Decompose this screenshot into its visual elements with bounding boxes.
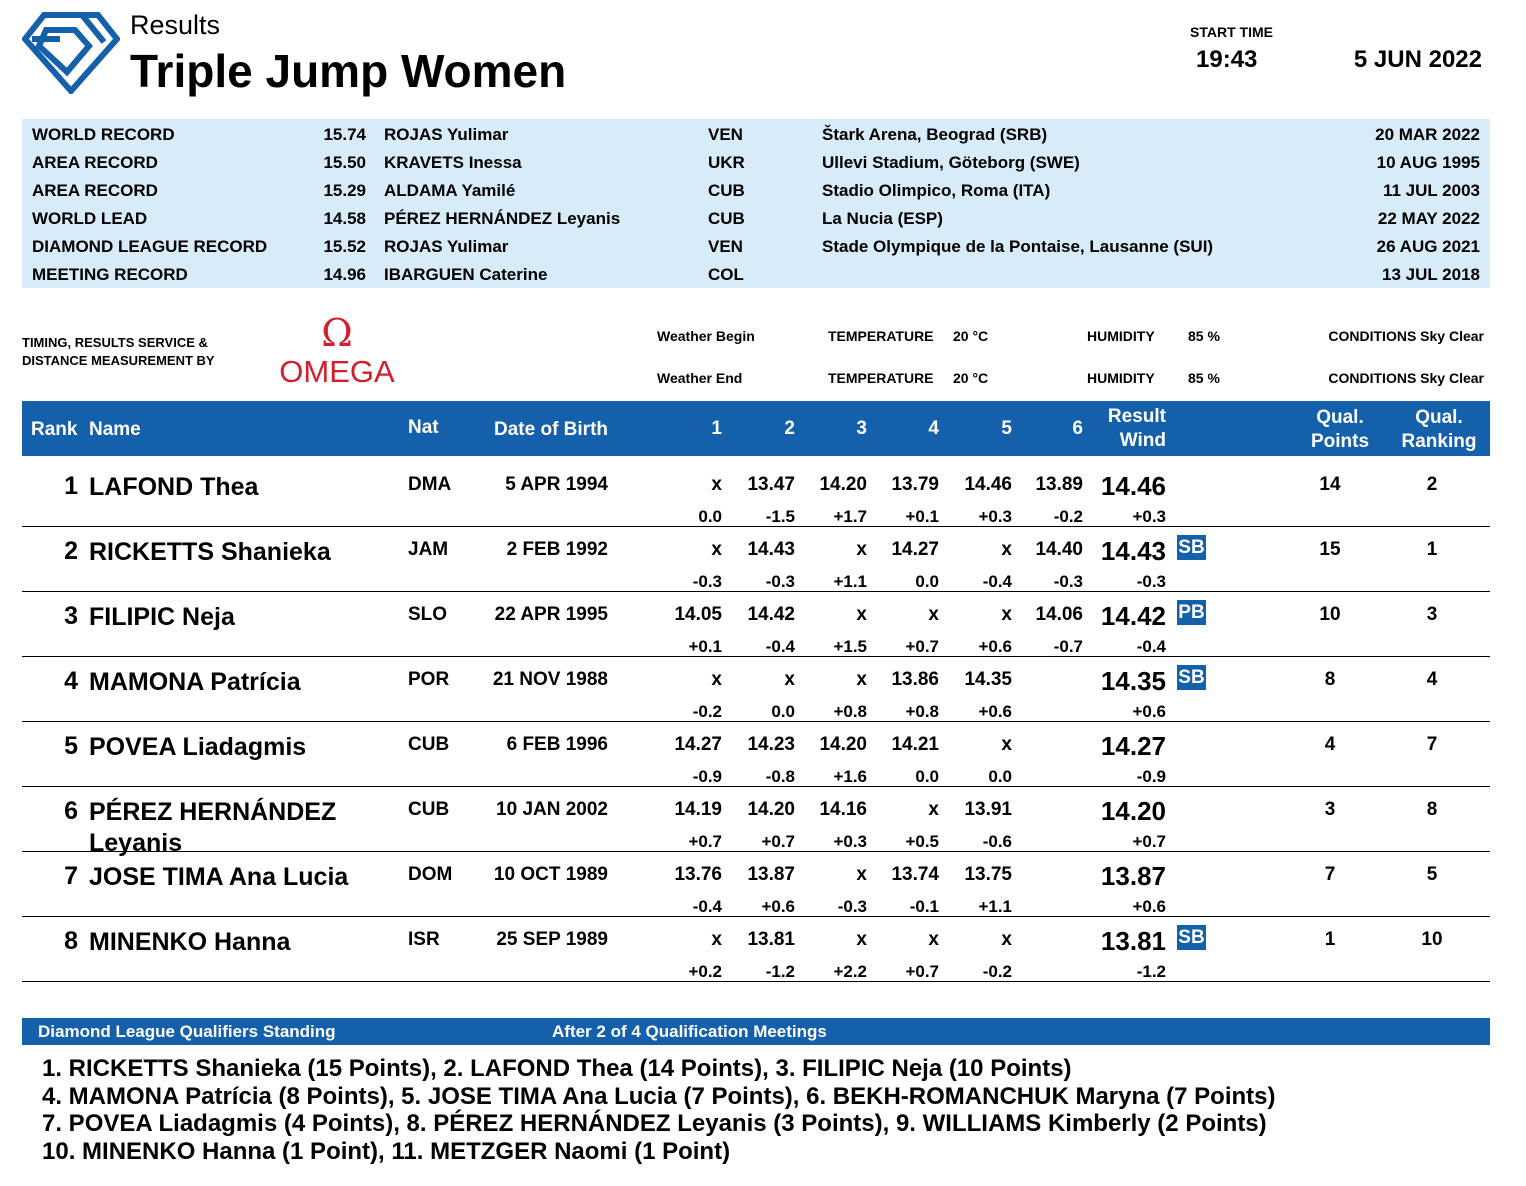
athlete-name-line: LAFOND Thea (89, 473, 259, 501)
attempt-2-wind: -0.8 (765, 767, 795, 786)
rank-cell: 4 (64, 667, 78, 695)
table-row (22, 527, 1490, 592)
attempt-2-mark: 14.42 (747, 604, 795, 625)
athlete-name (89, 537, 331, 568)
attempt-1-wind: 0.0 (698, 507, 722, 526)
record-category: AREA RECORD (32, 181, 158, 200)
standings-label: Diamond League Qualifiers Standing (38, 1022, 336, 1041)
result-mark: 13.81 (1100, 926, 1166, 956)
attempt-1-mark: 14.05 (674, 604, 722, 625)
date-of-birth-cell: 21 NOV 1988 (492, 669, 608, 690)
header-qual-points-1: Qual. (1316, 407, 1364, 428)
record-row (22, 120, 1490, 148)
attempt-4-mark: x (928, 929, 939, 950)
table-row (22, 852, 1490, 917)
attempt-3-wind: +0.3 (833, 832, 867, 851)
attempt-4-wind: +0.7 (905, 637, 939, 656)
qual-points-cell: 10 (1319, 604, 1341, 625)
header-qual-ranking-1: Qual. (1415, 407, 1463, 428)
athlete-name (89, 862, 348, 893)
athlete-name-line: PÉREZ HERNÁNDEZ (89, 798, 337, 826)
qual-ranking-cell: 3 (1426, 604, 1438, 625)
record-date: 10 AUG 1995 (1376, 153, 1480, 172)
record-venue: Stade Olympique de la Pontaise, Lausanne (SUI) (822, 237, 1214, 256)
date-of-birth-cell: 5 APR 1994 (505, 474, 608, 495)
attempt-2-mark: 13.81 (747, 929, 795, 950)
athlete-name (89, 797, 336, 859)
result-mark: 14.20 (1100, 796, 1166, 826)
result-wind: +0.6 (1132, 702, 1166, 721)
attempt-4-wind: +0.8 (905, 702, 939, 721)
attempt-1-wind: -0.2 (692, 702, 722, 721)
standings-after: After 2 of 4 Qualification Meetings (552, 1022, 827, 1041)
standings-line: 7. POVEA Liadagmis (4 Points), 8. PÉREZ HERNÁNDEZ Leyanis (3 Points), 9. WILLIAMS Kimberly (2 Points) (42, 1110, 1267, 1137)
attempt-5-wind: +0.6 (978, 702, 1012, 721)
event-date: 5 JUN 2022 (1353, 46, 1482, 73)
attempt-3-mark: x (856, 864, 867, 885)
attempt-6-mark: 14.40 (1035, 539, 1083, 560)
nationality-cell: DOM (408, 864, 453, 885)
results-table-header (22, 401, 1490, 456)
qual-points-cell: 8 (1324, 669, 1336, 690)
record-nat: VEN (708, 237, 743, 256)
attempt-1-mark: x (711, 539, 722, 560)
attempt-1-mark: x (711, 669, 722, 690)
result-wind: -1.2 (1136, 962, 1166, 981)
attempt-2-mark: 13.87 (747, 864, 795, 885)
attempt-6-wind: -0.2 (1053, 507, 1083, 526)
qual-ranking-cell: 2 (1426, 474, 1438, 495)
attempt-5-mark: 14.35 (964, 669, 1012, 690)
athlete-name (89, 472, 258, 503)
record-row (22, 232, 1490, 260)
nationality-cell: JAM (408, 539, 449, 560)
nationality-cell: DMA (408, 474, 452, 495)
athlete-name-line: RICKETTS Shanieka (89, 538, 331, 566)
nationality-cell: ISR (408, 929, 440, 950)
athlete-name-line: Leyanis (89, 829, 183, 857)
record-category: DIAMOND LEAGUE RECORD (32, 237, 268, 256)
attempt-1-mark: 14.27 (674, 734, 722, 755)
rank-cell: 8 (64, 927, 78, 955)
record-category: MEETING RECORD (32, 265, 188, 284)
header-attempt-6: 6 (1072, 418, 1083, 439)
attempt-6-wind: -0.7 (1053, 637, 1083, 656)
athlete-name (89, 732, 306, 763)
record-category: WORLD RECORD (32, 125, 175, 144)
temperature-begin: 20 °C (953, 328, 989, 344)
qual-points-cell: 15 (1319, 539, 1341, 560)
rank-cell: 2 (64, 537, 78, 565)
header-qual-points-2: Points (1310, 431, 1370, 452)
attempt-2-mark: 14.20 (747, 799, 795, 820)
record-date: 20 MAR 2022 (1375, 125, 1480, 144)
start-time: 19:43 (1196, 46, 1258, 73)
attempt-2-mark: 14.43 (747, 539, 795, 560)
record-category: WORLD LEAD (32, 209, 148, 228)
attempt-2-wind: -0.4 (765, 637, 795, 656)
standings-bar (22, 1018, 1490, 1045)
record-date: 26 AUG 2021 (1376, 237, 1480, 256)
table-row (22, 462, 1490, 527)
record-row (22, 260, 1490, 288)
attempt-3-mark: x (856, 669, 867, 690)
result-wind: -0.4 (1136, 637, 1166, 656)
athlete-name-line: MAMONA Patrícia (89, 668, 301, 696)
attempt-2-wind: -1.2 (765, 962, 795, 981)
record-mark: 15.29 (323, 181, 366, 200)
record-name: ROJAS Yulimar (384, 237, 509, 256)
rank-cell: 5 (64, 732, 78, 760)
attempt-4-mark: 13.86 (891, 669, 939, 690)
attempt-2-mark: 13.47 (747, 474, 795, 495)
rank-cell: 3 (64, 602, 78, 630)
attempt-2-wind: -0.3 (765, 572, 795, 591)
table-row (22, 917, 1490, 982)
rank-cell: 7 (64, 862, 78, 890)
record-nat: CUB (708, 209, 745, 228)
athlete-name (89, 602, 235, 633)
record-mark: 14.58 (323, 209, 366, 228)
qual-points-cell: 1 (1324, 929, 1336, 950)
qual-ranking-cell: 8 (1426, 799, 1438, 820)
standings-line: 10. MINENKO Hanna (1 Point), 11. METZGER Naomi (1 Point) (42, 1137, 731, 1165)
record-nat: UKR (708, 153, 745, 172)
attempt-6-mark: 13.89 (1035, 474, 1083, 495)
conditions-begin: CONDITIONS Sky Clear (1328, 328, 1484, 344)
table-row (22, 722, 1490, 787)
record-name: KRAVETS Inessa (384, 153, 522, 172)
record-nat: CUB (708, 181, 745, 200)
record-venue: Ullevi Stadium, Göteborg (SWE) (822, 153, 1080, 172)
record-badge: PB (1178, 602, 1205, 623)
attempt-3-mark: x (856, 539, 867, 560)
attempt-6-mark: 14.06 (1035, 604, 1083, 625)
date-of-birth-cell: 2 FEB 1992 (506, 539, 608, 560)
attempt-3-mark: 14.20 (819, 734, 867, 755)
record-badge: SB (1178, 927, 1205, 948)
record-venue: Štark Arena, Beograd (SRB) (822, 125, 1048, 144)
attempt-5-wind: -0.6 (982, 832, 1012, 851)
record-badge: SB (1178, 667, 1205, 688)
humidity-end: 85 % (1188, 370, 1220, 386)
attempt-1-wind: +0.7 (688, 832, 722, 851)
athlete-name-line: POVEA Liadagmis (89, 733, 307, 761)
table-row (22, 657, 1490, 722)
record-name: ALDAMA Yamilé (384, 181, 516, 200)
attempt-5-wind: +1.1 (978, 897, 1012, 916)
result-mark: 14.35 (1100, 666, 1166, 696)
athlete-name-line: MINENKO Hanna (89, 928, 291, 956)
qual-points-cell: 7 (1324, 864, 1336, 885)
attempt-1-mark: x (711, 474, 722, 495)
attempt-2-mark: 14.23 (747, 734, 795, 755)
attempt-5-wind: -0.4 (982, 572, 1012, 591)
attempt-4-wind: +0.7 (905, 962, 939, 981)
date-of-birth-cell: 6 FEB 1996 (506, 734, 608, 755)
attempt-4-mark: x (928, 799, 939, 820)
header-qual-ranking-2: Ranking (1401, 431, 1477, 452)
date-of-birth-cell: 25 SEP 1989 (496, 929, 608, 950)
weather-begin-label: Weather Begin (657, 328, 755, 344)
humidity-begin: 85 % (1188, 328, 1220, 344)
table-row (22, 787, 1490, 857)
record-name: ROJAS Yulimar (384, 125, 509, 144)
header-attempt-1: 1 (711, 418, 722, 439)
record-venue: La Nucia (ESP) (822, 209, 943, 228)
attempt-4-mark: x (928, 604, 939, 625)
rank-cell: 6 (64, 797, 78, 825)
standings-list (42, 1055, 1276, 1165)
attempt-4-wind: +0.1 (905, 507, 939, 526)
svg-text:OMEGA: OMEGA (279, 354, 395, 388)
attempt-4-wind: 0.0 (915, 572, 939, 591)
attempt-1-wind: -0.9 (692, 767, 722, 786)
attempt-5-mark: 13.91 (964, 799, 1012, 820)
date-of-birth-cell: 10 OCT 1989 (493, 864, 608, 885)
attempt-5-wind: +0.6 (978, 637, 1012, 656)
nationality-cell: SLO (408, 604, 448, 625)
record-mark: 15.74 (323, 125, 366, 144)
attempt-4-mark: 14.27 (891, 539, 939, 560)
page-title: Triple Jump Women (130, 45, 567, 97)
athlete-name-line: FILIPIC Neja (89, 603, 235, 631)
attempt-2-wind: -1.5 (765, 507, 795, 526)
nationality-cell: CUB (408, 734, 450, 755)
qual-ranking-cell: 10 (1421, 929, 1443, 950)
header-dob: Date of Birth (494, 419, 608, 440)
record-date: 13 JUL 2018 (1382, 265, 1480, 284)
result-mark: 13.87 (1100, 861, 1166, 891)
attempt-5-mark: x (1001, 539, 1012, 560)
attempt-2-wind: 0.0 (771, 702, 795, 721)
weather-end-label: Weather End (657, 370, 743, 386)
temperature-label-end: TEMPERATURE (828, 370, 934, 386)
result-wind: -0.3 (1136, 572, 1166, 591)
attempt-1-mark: x (711, 929, 722, 950)
nationality-cell: CUB (408, 799, 450, 820)
standings-line: 4. MAMONA Patrícia (8 Points), 5. JOSE TIMA Ana Lucia (7 Points), 6. BEKH-ROMANCHUK Maryna (7 Points) (42, 1082, 1276, 1110)
record-mark: 14.96 (323, 265, 366, 284)
temperature-end: 20 °C (953, 370, 989, 386)
record-row (22, 148, 1490, 176)
attempt-3-mark: x (856, 604, 867, 625)
qual-points-cell: 3 (1324, 799, 1336, 820)
attempt-5-wind: +0.3 (978, 507, 1012, 526)
attempt-5-mark: 13.75 (964, 864, 1012, 885)
header-attempt-2: 2 (784, 418, 795, 439)
attempt-3-wind: +1.7 (833, 507, 867, 526)
record-nat: VEN (708, 125, 743, 144)
attempt-3-wind: +0.8 (833, 702, 867, 721)
record-date: 11 JUL 2003 (1382, 181, 1480, 200)
attempt-1-mark: 14.19 (674, 799, 722, 820)
attempt-1-wind: +0.2 (688, 962, 722, 981)
header-attempt-4: 4 (928, 418, 939, 439)
timing-line-1: TIMING, RESULTS SERVICE & (22, 335, 208, 350)
standings-line: 1. RICKETTS Shanieka (15 Points), 2. LAFOND Thea (14 Points), 3. FILIPIC Neja (10 Points) (42, 1055, 1072, 1082)
date-of-birth-cell: 10 JAN 2002 (496, 799, 608, 820)
humidity-label: HUMIDITY (1087, 328, 1155, 344)
record-category: AREA RECORD (32, 153, 158, 172)
attempt-5-mark: 14.46 (964, 474, 1012, 495)
attempt-4-mark: 14.21 (891, 734, 939, 755)
result-mark: 14.43 (1100, 536, 1166, 566)
record-mark: 15.52 (323, 237, 366, 256)
attempt-1-mark: 13.76 (674, 864, 722, 885)
table-row (22, 592, 1490, 657)
attempt-2-mark: x (784, 669, 795, 690)
record-name: PÉREZ HERNÁNDEZ Leyanis (384, 209, 621, 228)
attempt-3-wind: +1.6 (833, 767, 867, 786)
attempt-3-wind: +2.2 (833, 962, 867, 981)
attempt-5-mark: x (1001, 604, 1012, 625)
nationality-cell: POR (408, 669, 450, 690)
attempt-1-wind: -0.3 (692, 572, 722, 591)
athlete-name (89, 667, 301, 698)
attempt-5-mark: x (1001, 734, 1012, 755)
result-mark: 14.27 (1100, 731, 1166, 761)
result-wind: +0.7 (1132, 832, 1166, 851)
header-result: Result (1107, 406, 1166, 427)
date-of-birth-cell: 22 APR 1995 (494, 604, 608, 625)
attempt-2-wind: +0.7 (761, 832, 795, 851)
attempt-2-wind: +0.6 (761, 897, 795, 916)
qual-points-cell: 14 (1319, 474, 1341, 495)
attempt-3-mark: 14.16 (819, 799, 867, 820)
attempt-1-wind: -0.4 (692, 897, 722, 916)
attempt-1-wind: +0.1 (688, 637, 722, 656)
header-wind: Wind (1119, 430, 1166, 451)
omega-logo (266, 316, 408, 388)
record-badge: SB (1178, 537, 1205, 558)
attempt-3-wind: -0.3 (837, 897, 867, 916)
temperature-label: TEMPERATURE (828, 328, 934, 344)
qual-ranking-cell: 1 (1426, 539, 1438, 560)
attempt-4-mark: 13.79 (891, 474, 939, 495)
header-nat: Nat (408, 417, 439, 438)
attempt-5-mark: x (1001, 929, 1012, 950)
header-attempt-5: 5 (1001, 418, 1012, 439)
athlete-name-line: JOSE TIMA Ana Lucia (89, 863, 349, 891)
record-date: 22 MAY 2022 (1377, 209, 1480, 228)
attempt-3-wind: +1.1 (833, 572, 867, 591)
diamond-league-logo (22, 12, 120, 94)
athlete-name (89, 927, 290, 958)
result-mark: 14.42 (1100, 601, 1166, 631)
start-time-label: START TIME (1190, 24, 1273, 40)
svg-text:Ω: Ω (321, 316, 353, 355)
result-mark: 14.46 (1100, 471, 1166, 501)
header-attempt-3: 3 (856, 418, 867, 439)
qual-ranking-cell: 7 (1426, 734, 1438, 755)
humidity-label-end: HUMIDITY (1087, 370, 1155, 386)
attempt-4-wind: 0.0 (915, 767, 939, 786)
attempt-5-wind: -0.2 (982, 962, 1012, 981)
qual-ranking-cell: 5 (1426, 864, 1438, 885)
results-label: Results (130, 10, 221, 40)
header-name: Name (89, 419, 141, 440)
attempt-5-wind: 0.0 (988, 767, 1012, 786)
records-box (22, 119, 1490, 288)
header-rank: Rank (31, 419, 78, 440)
result-wind: +0.6 (1132, 897, 1166, 916)
attempt-3-wind: +1.5 (833, 637, 867, 656)
attempt-3-mark: x (856, 929, 867, 950)
attempt-4-wind: -0.1 (909, 897, 939, 916)
rank-cell: 1 (64, 472, 78, 500)
qual-ranking-cell: 4 (1426, 669, 1438, 690)
attempt-3-mark: 14.20 (819, 474, 867, 495)
result-wind: +0.3 (1132, 507, 1166, 526)
record-name: IBARGUEN Caterine (384, 265, 548, 284)
record-venue: Stadio Olimpico, Roma (ITA) (822, 181, 1051, 200)
timing-credit (22, 334, 215, 370)
attempt-6-wind: -0.3 (1053, 572, 1083, 591)
record-mark: 15.50 (323, 153, 366, 172)
record-row (22, 204, 1490, 232)
timing-line-2: DISTANCE MEASUREMENT BY (22, 353, 215, 368)
attempt-4-mark: 13.74 (891, 864, 939, 885)
attempt-4-wind: +0.5 (905, 832, 939, 851)
conditions-end: CONDITIONS Sky Clear (1328, 370, 1484, 386)
qual-points-cell: 4 (1324, 734, 1336, 755)
record-nat: COL (708, 265, 744, 284)
record-row (22, 176, 1490, 204)
result-wind: -0.9 (1136, 767, 1166, 786)
